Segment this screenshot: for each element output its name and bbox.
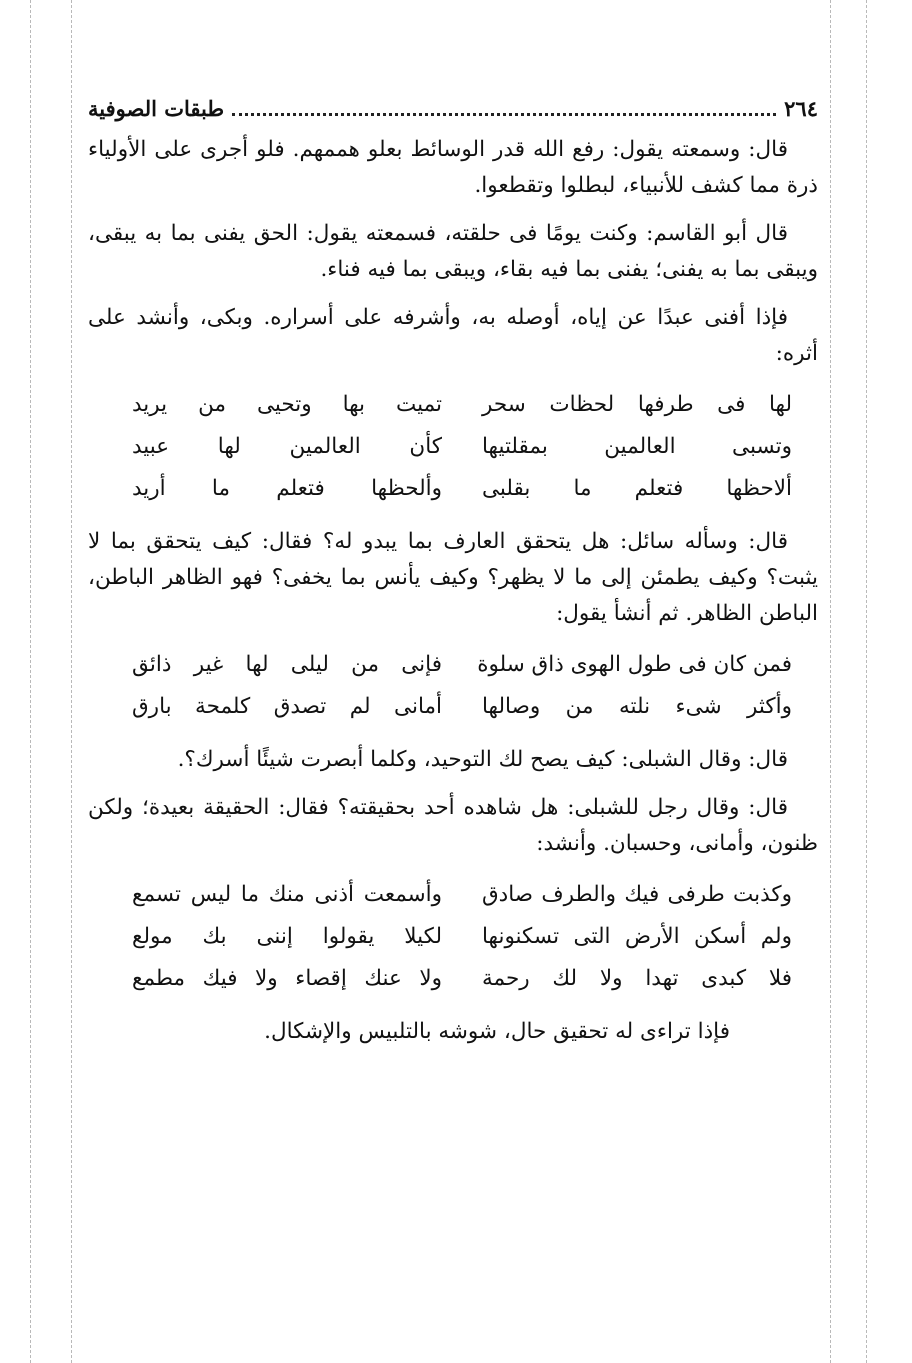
second-hemistich: ولا عنك إقصاء ولا فيك مطمع [132,966,442,991]
poem-2 [88,644,818,728]
second-hemistich: كأن العالمين لها عبيد [132,434,442,459]
first-hemistich: وكذبت طرفى فيك والطرف صادق [482,882,792,907]
header-leader-dots [232,113,776,116]
paragraph-1: قال: وسمعته يقول: رفع الله قدر الوسائط بعلو هممهم. فلو أجرى على الأولياء ذرة مما كشف للأنبياء، لبطلوا وتقطعوا. [88,137,818,198]
book-page [88,96,818,1062]
verse-line [88,958,818,1000]
verse-line [88,916,818,958]
first-hemistich: وأكثر شىء نلته من وصالها [482,694,792,719]
first-hemistich: ولم أسكن الأرض التى تسكنونها [482,924,792,949]
paragraph-6: قال: وقال رجل للشبلى: هل شاهده أحد بحقيقته؟ فقال: الحقيقة بعيدة؛ ولكن ظنون، وأمانى، وحسبان. وأنشد: [88,795,818,856]
paragraph-2: قال أبو القاسم: وكنت يومًا فى حلقته، فسمعته يقول: الحق يفنى بما به يبقى، ويبقى بما به يفنى؛ يفنى بما فيه بقاء، ويبقى بما فيه فناء. [88,221,818,282]
verse-line [88,426,818,468]
second-hemistich: لكيلا يقولوا إننى بك مولع [132,924,442,949]
paragraph-4: قال: وسأله سائل: هل يتحقق العارف بما يبدو له؟ فقال: كيف يتحقق بما لا يثبت؟ وكيف يطمئن إلى ما لا يظهر؟ وكيف يأنس بما يخفى؟ فهو الظاهر الباطن، الباطن الظاهر. ثم أنشأ يقول: [88,529,818,626]
page-number: ٢٦٤ [784,96,818,121]
verse-line [88,384,818,426]
first-hemistich: ألاحظها فتعلم ما بقلبى [482,476,792,501]
first-hemistich: لها فى طرفها لحظات سحر [482,392,792,417]
verse-line [88,686,818,728]
second-hemistich: وألحظها فتعلم ما أريد [132,476,442,501]
poem-3 [88,874,818,1000]
running-title: طبقات الصوفية [88,96,225,121]
scan-margin-line [71,0,72,1363]
scan-margin-line [30,0,31,1363]
scan-margin-line [830,0,831,1363]
second-hemistich: فإنى من ليلى لها غير ذائق [132,652,442,677]
verse-line [88,468,818,510]
paragraph-5: قال: وقال الشبلى: كيف يصح لك التوحيد، وكلما أبصرت شيئًا أسرك؟. [177,747,788,772]
verse-line [88,644,818,686]
poem-1 [88,384,818,510]
paragraph-7: فإذا تراءى له تحقيق حال، شوشه بالتلبيس والإشكال. [264,1019,730,1044]
first-hemistich: فلا كبدى تهدا ولا لك رحمة [482,966,792,991]
second-hemistich: تميت بها وتحيى من يريد [132,392,442,417]
scan-margin-line [866,0,867,1363]
first-hemistich: فمن كان فى طول الهوى ذاق سلوة [477,652,792,677]
second-hemistich: وأسمعت أذنى منك ما ليس تسمع [132,882,442,907]
verse-line [88,874,818,916]
paragraph-3: فإذا أفنى عبدًا عن إياه، أوصله به، وأشرفه على أسراره. وبكى، وأنشد على أثره: [88,305,818,366]
second-hemistich: أمانى لم تصدق كلمحة بارق [132,694,442,719]
first-hemistich: وتسبى العالمين بمقلتيها [482,434,792,459]
running-header [88,96,818,132]
